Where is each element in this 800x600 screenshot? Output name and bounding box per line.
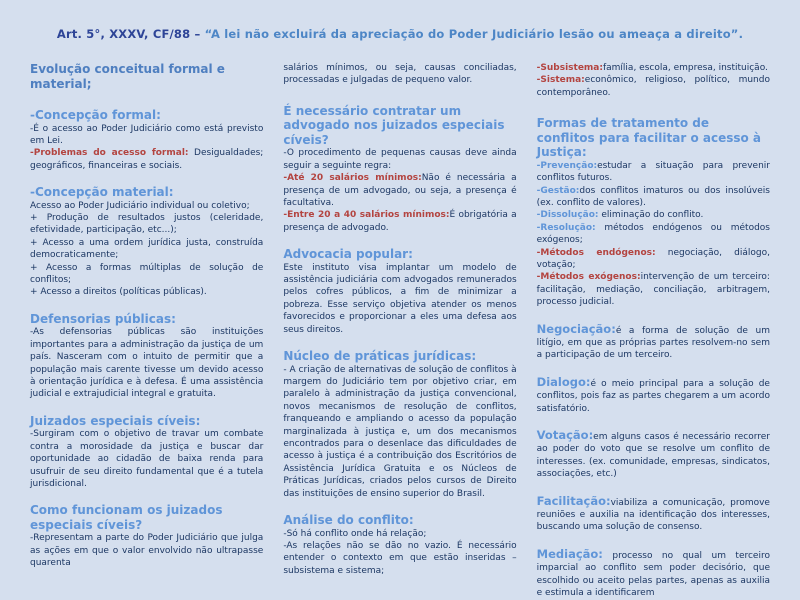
text-segment: -Métodos exógenos:: [536, 272, 641, 283]
text-segment: família, escola, empresa, instituição.: [602, 63, 768, 73]
text-segment: + Produção de resultados justos (celeridade, efetividade, participação, etc...);: [30, 213, 264, 236]
text-segment: Não é necessária a presença de um advogado, ou seja, a presença é facultativa.: [283, 173, 517, 208]
text-segment: Como funcionam os juizados especiais cíveis?: [30, 503, 223, 532]
text-segment: -O procedimento de pequenas causas deve ainda seguir a seguinte regra:: [283, 148, 517, 171]
text-segment: Defensorias públicas:: [30, 311, 176, 326]
section-heading: [30, 312, 263, 327]
text-segment: Mediação:: [536, 546, 603, 561]
text-segment: econômico, religioso, político, mundo contemporâneo.: [536, 75, 770, 98]
paragraph: [30, 237, 263, 262]
text-segment: + Acesso a direitos (políticas públicas).: [30, 287, 207, 298]
paragraph: [537, 160, 770, 185]
text-segment: -As relações não se dão no vazio. É necessário entender o contexto em que estão inseridas – subsistema e sistema;: [283, 540, 517, 576]
text-segment: Desigualdades; geográficos, financeiras e sociais.: [30, 148, 264, 171]
section-heading: [30, 503, 263, 532]
text-segment: -É o acesso ao Poder Judiciário como está previsto em Lei.: [30, 123, 264, 146]
paragraph: [283, 62, 516, 87]
text-segment: -Representam a parte do Poder Judiciário que julga as ações em que o valor envolvido não ultrapasse quarenta: [30, 533, 264, 569]
page-title: [0, 0, 800, 41]
text-segment: -Gestão:: [536, 185, 580, 196]
text-segment: Este instituto visa implantar um modelo de assistência judiciária com advogados remunerados pelos cofres públicos, a fim de minimizar a pobreza. Esse serviço objetiva atender os menos favorecidos e proporcionar a eles uma defesa aos seus direitos.: [283, 262, 517, 335]
text-segment: Evolução conceitual formal e material;: [30, 62, 225, 91]
paragraph: [30, 532, 263, 569]
text-segment: métodos endógenos ou métodos exógenos;: [536, 222, 770, 246]
paragraph: [30, 428, 263, 490]
text-segment: Votação:: [536, 428, 594, 443]
text-segment: -Subsistema:: [536, 63, 603, 73]
text-segment: viabiliza a comunicação, promove reuniões e auxilia na identificação dos interesses, buscando uma solução de consenso.: [536, 497, 770, 533]
paragraph: [537, 247, 770, 272]
text-segment: -Surgiram com o objetivo de travar um combate contra a morosidade da justiça e buscar dar oportunidade ao cidadão de baixa renda para usufruir de seu direito fundamental que é a tutela jurisdicional.: [30, 429, 264, 489]
text-segment: Dialogo:: [536, 374, 591, 389]
section-heading: [30, 62, 263, 91]
paragraph: [30, 147, 263, 172]
paragraph: [283, 172, 516, 209]
section-heading: [283, 513, 516, 528]
paragraph: [537, 323, 770, 362]
paragraph: [30, 326, 263, 400]
text-segment: Formas de tratamento de conflitos para facilitar o acesso à Justiça:: [536, 116, 762, 160]
text-segment: -Resolução:: [536, 222, 596, 233]
title-constitution-quote: “A lei não excluirá da apreciação do Poder Judiciário lesão ou ameaça a direito”.: [204, 27, 744, 41]
section-heading: [283, 247, 516, 262]
text-segment: é o meio principal para a solução de conflitos, pois faz as partes chegarem a um acordo satisfatório.: [536, 378, 770, 414]
text-segment: -Só há conflito onde há relação;: [283, 528, 427, 539]
column-2: [283, 62, 516, 577]
paragraph: [537, 62, 770, 74]
paragraph: [30, 212, 263, 237]
section-heading: [30, 414, 263, 429]
text-segment: É obrigatória a presença de advogado.: [283, 210, 517, 233]
text-segment: Núcleo de práticas jurídicas:: [283, 349, 477, 364]
text-segment: -Sistema:: [536, 75, 585, 86]
text-segment: salários mínimos, ou seja, causas conciliadas, processadas e julgadas de pequeno valor.: [283, 63, 517, 86]
text-segment: -Concepção material:: [30, 185, 174, 200]
text-segment: Acesso ao Poder Judiciário individual ou coletivo;: [30, 200, 250, 211]
text-segment: É necessário contratar um advogado nos juizados especiais cíveis?: [283, 103, 505, 147]
column-3: [537, 62, 770, 600]
text-segment: -Problemas do acesso formal:: [30, 148, 189, 159]
columns-container: [0, 41, 800, 600]
section-heading: [537, 116, 770, 160]
paragraph: [537, 429, 770, 481]
paragraph: [283, 209, 516, 234]
text-segment: -Dissolução:: [536, 210, 599, 221]
text-segment: processo no qual um terceiro imparcial ao conflito sem poder decisório, que escolhido ou aceito pelas partes, apenas as auxilia e estimula a identificarem: [536, 550, 770, 599]
paragraph: [283, 262, 516, 336]
text-segment: + Acesso a uma ordem jurídica justa, construída democraticamente;: [30, 237, 264, 261]
paragraph: [30, 262, 263, 287]
text-segment: estudar a situação para prevenir conflitos futuros.: [536, 160, 770, 184]
section-heading: [283, 104, 516, 148]
text-segment: é a forma de solução de um litígio, em que as próprias partes resolvem-no sem a participação de um terceiro.: [536, 325, 770, 361]
text-segment: -Concepção formal:: [30, 108, 161, 122]
text-segment: dos conflitos imaturos ou dos insolúveis (ex. conflito de valores).: [536, 185, 770, 208]
paragraph: [283, 147, 516, 172]
paragraph: [537, 495, 770, 534]
text-segment: -Entre 20 a 40 salários mínimos:: [283, 210, 450, 221]
section-heading: [30, 185, 263, 200]
section-heading: [283, 349, 516, 364]
text-segment: -Até 20 salários mínimos:: [283, 173, 422, 184]
text-segment: em alguns casos é necessário recorrer ao poder do voto que se resolve um conflito de interesses. (ex. comunidade, empresas, sindicatos, associações, etc.): [536, 432, 770, 480]
text-segment: Juizados especiais cíveis:: [30, 413, 201, 428]
paragraph: [30, 200, 263, 212]
paragraph: [283, 364, 516, 500]
section-heading: [30, 108, 263, 123]
paragraph: [537, 222, 770, 247]
paragraph: [537, 74, 770, 99]
text-segment: - A criação de alternativas de solução de conflitos à margem do Judiciário tem por objetivo criar, em paralelo à administração da justiça convencional, novos mecanismos de resolução de conflitos, franqueando e ampliando o acesso da população marginalizada à justiça e, um dos mecanismos encontrados para o desenlace das dificuldades de acesso à justiça é a contribuição dos Escritórios de Assistência Jurídica Gratuita e os Núcleos de Práticas Jurídicas, criados pelos cursos de Direito das instituições de ensino superior do Brasil.: [283, 364, 517, 499]
paragraph: [30, 123, 263, 148]
text-segment: -As defensorias públicas são instituições importantes para a administração da justiça de um país. Nasceram com o intuito de permitir que a população mais carente tivesse um devido acesso à orientação jurídica e à defesa. É uma assistência judicial e extrajudicial integral e gratuita.: [30, 327, 264, 400]
text-segment: eliminação do conflito.: [598, 210, 704, 221]
paragraph: [537, 185, 770, 210]
text-segment: Facilitação:: [536, 493, 611, 508]
paragraph: [537, 548, 770, 600]
paragraph: [283, 528, 516, 540]
text-segment: -Prevenção:: [536, 160, 598, 171]
paragraph: [537, 209, 770, 221]
text-segment: Análise do conflito:: [283, 513, 414, 528]
paragraph: [283, 540, 516, 577]
paragraph: [537, 271, 770, 308]
text-segment: negociação, diálogo, votação;: [536, 247, 770, 270]
text-segment: Negociação:: [536, 321, 616, 336]
paragraph: [537, 376, 770, 415]
text-segment: intervenção de um terceiro: facilitação, mediação, conciliação, arbitragem, processo judicial.: [536, 272, 770, 308]
text-segment: + Acesso a formas múltiplas de solução de conflitos;: [30, 262, 264, 286]
paragraph: [30, 286, 263, 298]
column-1: [30, 62, 263, 570]
text-segment: Advocacia popular:: [283, 247, 413, 262]
text-segment: -Métodos endógenos:: [536, 247, 656, 258]
title-article-reference: Art. 5°, XXXV, CF/88 –: [56, 27, 205, 41]
